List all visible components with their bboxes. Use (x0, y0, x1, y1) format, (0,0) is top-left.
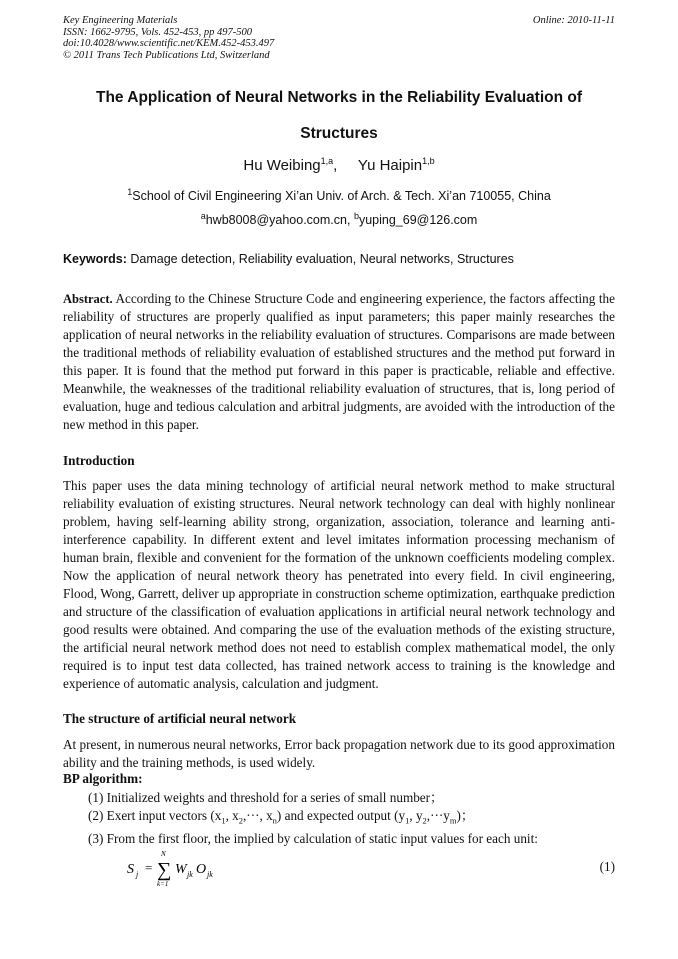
bp-step-2-mid: ) and expected output (y (276, 808, 406, 823)
structure-text: At present, in numerous neural networks, Error back propagation network due to its good approximation ability and the training methods, is used widely. (63, 737, 615, 770)
affiliation-text: School of Civil Engineering Xi’an Univ. of Arch. & Tech. Xi’an 710055, China (132, 189, 551, 203)
eq-w: W (175, 862, 187, 877)
affiliation (63, 186, 615, 203)
eq-w-sub: jk (187, 870, 193, 879)
equation-1 (125, 847, 615, 891)
paper-title-line-1: The Application of Neural Networks in the Reliability Evaluation of (95, 89, 583, 106)
bp-step-2: (2) Exert input vectors ($x_1$, $x_2,\cdot\cdot\cdot$, $x_n$) and expected output ($y_1$, $y_2,\cdot\cdot\cdot y_m$)； (88, 808, 475, 826)
journal-header (63, 15, 615, 61)
journal-name: Key Engineering Materials (63, 15, 178, 26)
email-link[interactable]: yuping_69@126.com (358, 213, 478, 227)
introduction-heading: Introduction (63, 453, 135, 468)
affiliation-mark: 1 (127, 186, 133, 197)
copyright-line: © 2011 Trans Tech Publications Ltd, Switzerland (63, 49, 270, 61)
eq-o: O (196, 862, 207, 877)
email-mark: b (353, 210, 359, 221)
email-link[interactable]: hwb8008@yahoo.com.cn, (205, 213, 351, 227)
bp-step-3: (3) From the first floor, the implied by calculation of static input values for each unit: (88, 830, 538, 846)
bp-algorithm-heading: BP algorithm: (63, 771, 143, 786)
author-name: Hu Weibing (243, 157, 321, 174)
author-name: Yu Haipin (357, 157, 423, 174)
author-affiliation-mark: 1,b (422, 156, 435, 166)
bp-step-2-prefix: (2) Exert input vectors (x (88, 808, 222, 823)
eq-o-sub: jk (207, 870, 213, 879)
author-affiliation-mark: 1,a (320, 156, 334, 166)
email-mark: a (200, 210, 206, 221)
keywords-text: Damage detection, Reliability evaluation, Neural networks, Structures (130, 252, 514, 266)
abstract (63, 290, 615, 434)
keywords-label: Keywords: (63, 252, 127, 266)
online-date: Online: 2010-11-11 (532, 15, 615, 26)
eq-sum-upper: N (161, 850, 166, 858)
author-separator: , (333, 157, 338, 174)
bp-steps (88, 789, 615, 848)
bp-step-1: (1) Initialized weights and threshold for a series of small number； (88, 790, 444, 805)
equation-1-formula (125, 847, 245, 891)
sigma-symbol: ∑ (157, 859, 172, 881)
paper-title-line-2: Structures (300, 125, 378, 142)
eq-equals: = (145, 860, 153, 875)
author-list (63, 157, 615, 174)
eq-lhs-sub: j (136, 870, 139, 879)
doi-line: doi:10.4028/www.scientific.net/KEM.452-453.497 (63, 38, 275, 49)
equation-number: (1) (599, 859, 615, 874)
issn-line: ISSN: 1662-9795, Vols. 452-453, pp 497-500 (63, 26, 252, 38)
abstract-text: According to the Chinese Structure Code and engineering experience, the factors affecting the reliability of structures are properly qualified as input parameters; this paper mainly researches the application of neural networks in the reliability evaluation of structures. Comparisons are made between the traditional methods of reliability evaluation of established structures and the method put forward in this paper. It is found that the method put forward in this paper is practicable, reliable and effective. Meanwhile, the weaknesses of the traditional reliability evaluation of structures, that is, long period of evaluation, huge and tedious calculation and arbitral judgments, are avoided with the introduction of the new method in this paper. (63, 291, 615, 432)
eq-lhs: S (127, 862, 134, 877)
author-emails (63, 210, 615, 227)
abstract-label: Abstract. (63, 292, 113, 306)
bp-step-2-suffix: )； (456, 808, 475, 823)
keywords (63, 252, 615, 266)
structure-heading: The structure of artificial neural network (63, 711, 297, 726)
eq-sum-lower: k=1 (157, 880, 169, 888)
introduction-text: This paper uses the data mining technology of artificial neural network method to make structural reliability evaluation of existing structures. Neural network technology can deal with highly nonlinear problem, having self-learning ability strong, organization, association, tolerance and learning anti-interference capability. In different extent and level imitates information processing mechanism of human brain, flexible and convenient for the formation of the unknown coefficients modeling complex. Now the application of neural network theory has penetrated into every field. In civil engineering, Flood, Wong, Garrett, deliver up appropriate in construction scheme optimization, earthquake prediction and structure of the classification of evaluation applications in artificial neural network technology and good results were obtained. And comparing the use of the evaluation methods of the existing structure, the artificial neural network method does not need to establish complex mathematical model, the only required is to input test data collected, has trained network access to training is the knowledge and experience of automatic analysis, calculation and judgment. (63, 478, 615, 691)
